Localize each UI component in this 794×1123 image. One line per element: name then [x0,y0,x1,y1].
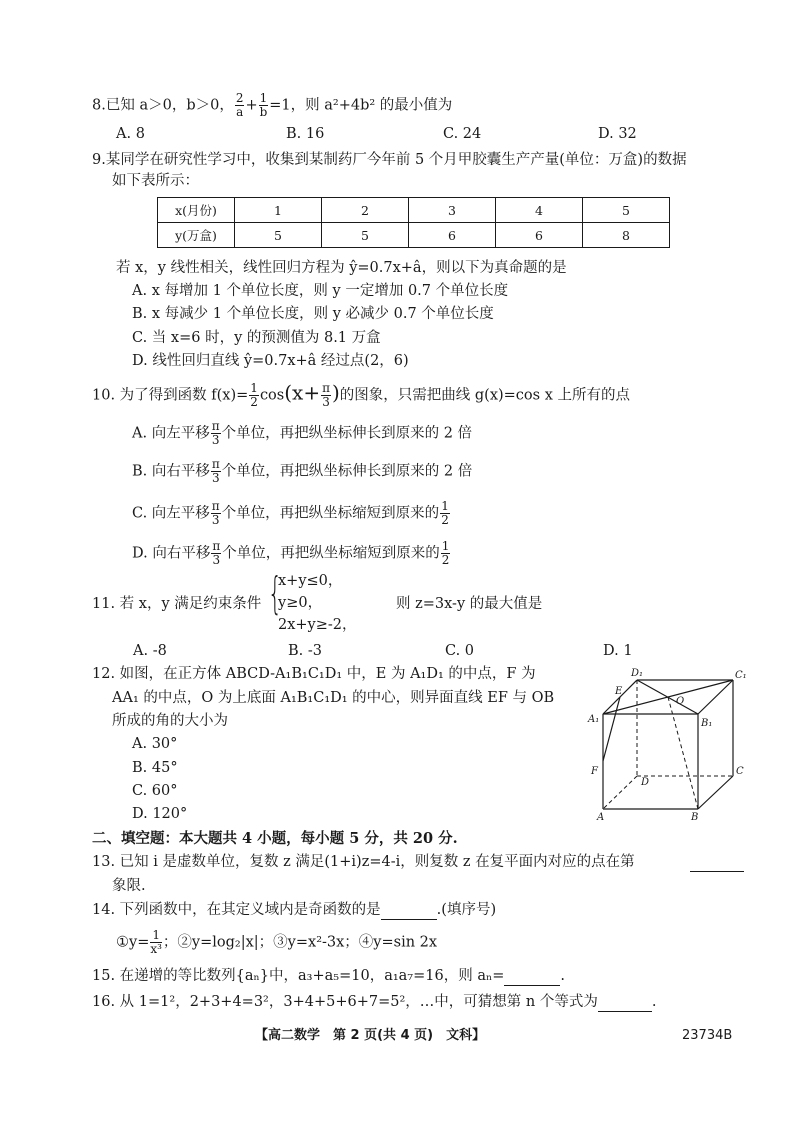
q12-stem-line1: 12. 如图，在正方体 ABCD-A₁B₁C₁D₁ 中，E 为 A₁D₁ 的中点，F 为 [92,666,536,682]
q10-option-b [132,458,472,485]
q10-paren-close: ) [331,380,340,405]
table-cell: 5 [322,223,409,248]
q10-option-d-half [441,540,451,567]
q11-brace: { [268,568,282,619]
q8-plus: + [245,97,258,114]
table-header-x: x(月份) [158,198,235,223]
q11-option-c: C. 0 [445,643,475,659]
q14-options [116,929,437,956]
q14-opt1-den: x³ [150,942,162,956]
q13-line1: 13. 已知 i 是虚数单位，复数 z 满足(1+i)z=4-i，则复数 z 在复平面内对应的点在第 [92,854,635,870]
q10-option-c-den: 3 [211,513,220,527]
q8-frac1-den: a [236,105,244,119]
q15-answer-blank [504,968,560,986]
q10-option-b-pre: B. 向右平移 [132,463,210,480]
q14-opt1-frac [150,929,162,956]
q10-option-d-post: 个单位，再把纵坐标缩短到原来的 [222,545,440,562]
q10-option-b-post: 个单位，再把纵坐标伸长到原来的 2 倍 [221,463,473,480]
q10-option-c-num: π [211,499,220,513]
q14-opt1-num: 1 [152,928,160,942]
q10-option-c [132,500,451,527]
q12-option-b: B. 45° [132,760,178,776]
q8-option-c: C. 24 [443,126,482,142]
table-cell: 3 [409,198,496,223]
q15-line [92,966,565,986]
q10-stem-a: 10. 为了得到函数 f(x)= [92,387,249,404]
q11-option-a: A. -8 [133,643,167,659]
q8-option-d: D. 32 [598,126,637,142]
label-c1: C₁ [735,670,747,681]
label-d: D [641,777,650,788]
q11-option-d: D. 1 [603,643,633,659]
label-a: A [597,812,605,823]
q12-option-c: C. 60° [132,783,178,799]
q10-option-d-pre: D. 向右平移 [132,545,211,562]
diag-d1b1 [637,680,698,714]
q11-condition-3: 2x+y≥-2， [278,617,357,633]
label-a1: A₁ [588,714,600,725]
label-o: O [676,696,685,707]
q8-frac2 [259,92,269,119]
q10-paren-open: (x+ [284,380,321,405]
q10-pi-num: π [322,381,330,395]
q14-opt-rest: ；②y=log₂|x|；③y=x²-3x；④y=sin 2x [162,934,438,951]
q9-option-a: A. x 每增加 1 个单位长度，则 y 一定增加 0.7 个单位长度 [132,283,509,299]
q10-option-d-frac [211,540,221,567]
q10-option-a [132,420,472,447]
q9-stem-line2: 如下表所示： [112,173,199,189]
q16-answer-blank [598,994,652,1012]
q11-option-b: B. -3 [288,643,322,659]
table-cell: 4 [496,198,583,223]
q8-stem [92,92,452,119]
q16-line [92,992,656,1012]
q10-option-a-pre: A. 向左平移 [132,425,210,442]
q10-frac-pi3 [321,382,331,409]
q8-tail: =1，则 a²+4b² 的最小值为 [269,97,453,114]
q10-frac-num: 1 [250,381,258,395]
q14-line1 [92,900,496,920]
q8-frac1 [235,92,245,119]
q10-option-c-pre: C. 向左平移 [132,505,210,522]
q8-frac2-num: 1 [259,91,268,105]
q10-option-a-frac [211,420,221,447]
q15-stem: 15. 在递增的等比数列{aₙ}中，a₃+a₅=10，a₁a₇=16，则 aₙ= [92,968,505,984]
q10-option-b-den: 3 [212,471,220,485]
label-c: C [736,766,744,777]
label-e: E [615,686,623,697]
q12-option-a: A. 30° [132,736,178,752]
q10-option-b-num: π [211,457,220,471]
q13-answer-blank [690,852,744,872]
label-d1: D₁ [631,668,644,679]
q11-stem: 11. 若 x，y 满足约束条件 [92,596,262,612]
page-footer: 【高二数学 第 2 页(共 4 页) 文科】 [255,1028,486,1043]
q16-tail: . [651,994,657,1010]
q10-option-a-num: π [211,419,220,433]
q14-opt1-pre: ①y= [116,934,150,951]
q16-stem: 16. 从 1=1²，2+3+4=3²，3+4+5+6+7=5²，…中，可猜想第 n 个等式为 [92,994,598,1010]
q8-frac2-den: b [259,105,268,119]
q9-data-table [157,197,670,248]
q9-option-c: C. 当 x=6 时，y 的预测值为 8.1 万盒 [132,330,381,346]
q15-tail: . [560,968,566,984]
table-header-y: y(万盒) [158,223,235,248]
section-2-title: 二、填空题：本大题共 4 小题，每小题 5 分，共 20 分. [92,830,458,847]
q10-stem [92,382,630,409]
q9-stem-line3: 若 x，y 线性相关，线性回归方程为 ŷ=0.7x+â，则以下为真命题的是 [116,260,567,276]
q13-line2: 象限. [112,878,146,894]
table-cell: 5 [235,223,322,248]
q10-pi-den: 3 [322,395,330,409]
q9-stem-line1: 9.某同学在研究性学习中，收集到某制药厂今年前 5 个月甲胶囊生产产量(单位：万盒)的数据 [92,152,687,168]
q10-option-c-half-den: 2 [441,513,449,527]
table-row [158,223,670,248]
table-row [158,198,670,223]
q14-stem: 14. 下列函数中，在其定义域内是奇函数的是 [92,902,381,918]
q10-option-d-den: 3 [212,553,221,567]
table-cell: 1 [235,198,322,223]
q10-option-a-den: 3 [211,433,220,447]
table-cell: 6 [409,223,496,248]
q12-option-d: D. 120° [132,806,188,822]
cube-figure [585,664,755,824]
q14-tail: .(填序号) [436,902,497,918]
label-f: F [591,766,598,777]
q9-option-d: D. 线性回归直线 ŷ=0.7x+â 经过点(2，6) [132,353,409,369]
q10-option-b-frac [211,458,221,485]
edge-da-hidden [603,776,637,809]
q9-option-b: B. x 每减少 1 个单位长度，则 y 必减少 0.7 个单位长度 [132,306,494,322]
q12-stem-line2: AA₁ 的中点，O 为上底面 A₁B₁C₁D₁ 的中心，则异面直线 EF 与 OB [112,690,555,706]
q10-frac-den: 2 [250,395,258,409]
q10-option-c-half [440,500,450,527]
q10-option-d [132,540,451,567]
q10-option-a-post: 个单位，再把纵坐标伸长到原来的 2 倍 [221,425,473,442]
q11-tail: 则 z=3x-y 的最大值是 [396,596,543,612]
q10-cos: cos [259,387,285,404]
label-b1: B₁ [701,718,713,729]
q10-stem-c: 的图象，只需把曲线 g(x)=cos x 上所有的点 [339,387,630,404]
q12-stem-line3: 所成的角的大小为 [112,713,228,729]
label-b: B [691,812,699,823]
q8-option-b: B. 16 [286,126,325,142]
q8-option-a: A. 8 [116,126,145,142]
q10-option-d-half-num: 1 [441,539,450,553]
table-cell: 2 [322,198,409,223]
q11-condition-1: x+y≤0， [278,573,343,589]
q10-option-d-half-den: 2 [441,553,450,567]
table-cell: 8 [583,223,670,248]
q11-condition-2: y≥0， [278,595,323,611]
q10-option-c-frac [211,500,221,527]
q10-option-c-half-num: 1 [441,499,449,513]
q10-frac-half [249,382,259,409]
q8-label: 8.已知 a＞0，b＞0， [92,97,234,114]
segment-ef [603,697,620,761]
q8-frac1-num: 2 [235,91,244,105]
q10-option-c-post: 个单位，再把纵坐标缩短到原来的 [221,505,440,522]
q14-answer-blank [381,902,437,920]
table-cell: 5 [583,198,670,223]
exam-code: 23734B [682,1028,733,1043]
edge-bc [698,776,733,809]
table-cell: 6 [496,223,583,248]
q10-option-d-num: π [212,539,221,553]
